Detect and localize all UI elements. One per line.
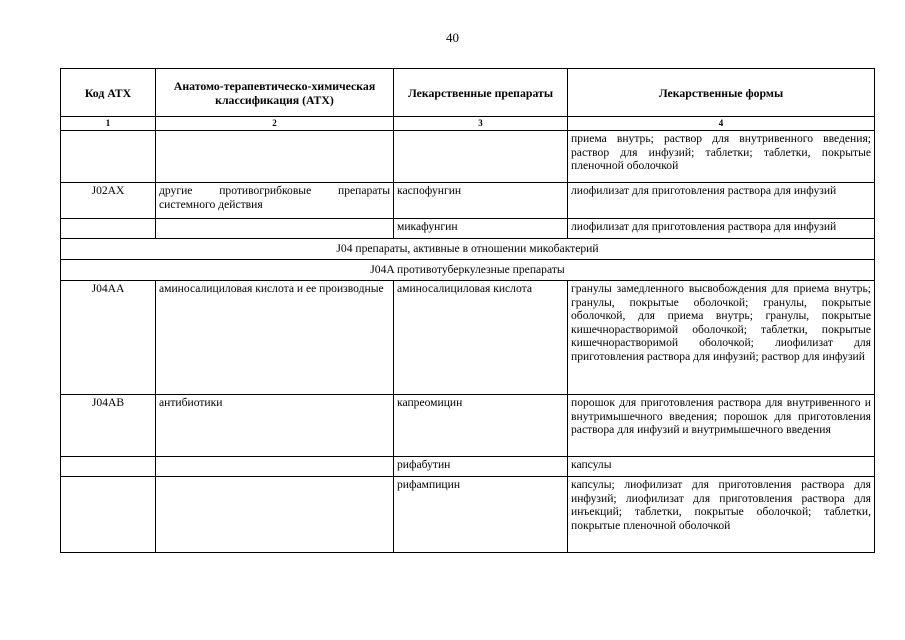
table-row (61, 219, 875, 239)
classification-cell (156, 131, 394, 183)
drug-cell (394, 131, 568, 183)
atc-code-cell (61, 131, 156, 183)
classification-cell (156, 477, 394, 553)
column-number: 3 (394, 117, 568, 131)
dosage-forms-cell: порошок для приготовления раствора для внутривенного и внутримышечного введения; порошок для приготовления раствора для инфузий и внутримышечного введения (568, 395, 875, 457)
dosage-forms-cell: капсулы (568, 457, 875, 477)
column-number: 4 (568, 117, 875, 131)
classification-cell: антибиотики (156, 395, 394, 457)
table-row (61, 183, 875, 219)
header-atc-code: Код АТХ (61, 69, 156, 117)
drug-cell: микафунгин (394, 219, 568, 239)
atc-drug-table (60, 68, 875, 553)
atc-code-cell: J04AB (61, 395, 156, 457)
drug-cell: аминосалициловая кислота (394, 281, 568, 395)
column-number: 1 (61, 117, 156, 131)
table-row (61, 477, 875, 553)
classification-cell: аминосалициловая кислота и ее производные (156, 281, 394, 395)
drug-cell: каспофунгин (394, 183, 568, 219)
column-number-row (61, 117, 875, 131)
classification-cell (156, 219, 394, 239)
page-number: 40 (446, 30, 459, 45)
header-dosage-forms: Лекарственные формы (568, 69, 875, 117)
dosage-forms-cell: гранулы замедленного высвобождения для приема внутрь; гранулы, покрытые оболочкой; гранулы, покрытые оболочкой, для приема внутрь; гранулы, покрытые кишечнорастворимой оболочкой; таблетки, покрытые кишечнорастворимой оболочкой; лиофилизат для приготовления раствора для инфузий; раствор для инфузий (568, 281, 875, 395)
drug-cell: рифампицин (394, 477, 568, 553)
table-row (61, 457, 875, 477)
dosage-forms-cell: лиофилизат для приготовления раствора для инфузий (568, 219, 875, 239)
atc-code-cell (61, 457, 156, 477)
subsection-heading: J04A противотуберкулезные препараты (61, 260, 875, 281)
atc-code-cell: J02AX (61, 183, 156, 219)
classification-cell (156, 457, 394, 477)
section-row (61, 239, 875, 260)
drug-cell: рифабутин (394, 457, 568, 477)
dosage-forms-cell: приема внутрь; раствор для внутривенного введения; раствор для инфузий; таблетки; таблетки, покрытые пленочной оболочкой (568, 131, 875, 183)
dosage-forms-cell: лиофилизат для приготовления раствора для инфузий (568, 183, 875, 219)
table-row (61, 395, 875, 457)
column-number: 2 (156, 117, 394, 131)
atc-code-cell: J04AA (61, 281, 156, 395)
table-row (61, 131, 875, 183)
header-row (61, 69, 875, 117)
classification-cell: другие противогрибковые препараты системного действия (156, 183, 394, 219)
table-row (61, 281, 875, 395)
subsection-row (61, 260, 875, 281)
atc-code-cell (61, 219, 156, 239)
atc-code-cell (61, 477, 156, 553)
dosage-forms-cell: капсулы; лиофилизат для приготовления раствора для инфузий; лиофилизат для приготовления раствора для инъекций; таблетки, покрытые оболочкой; таблетки, покрытые пленочной оболочкой (568, 477, 875, 553)
section-heading: J04 препараты, активные в отношении микобактерий (61, 239, 875, 260)
header-atc-classification: Анатомо-терапевтическо-химическая классификация (АТХ) (156, 69, 394, 117)
header-drugs: Лекарственные препараты (394, 69, 568, 117)
drug-cell: капреомицин (394, 395, 568, 457)
